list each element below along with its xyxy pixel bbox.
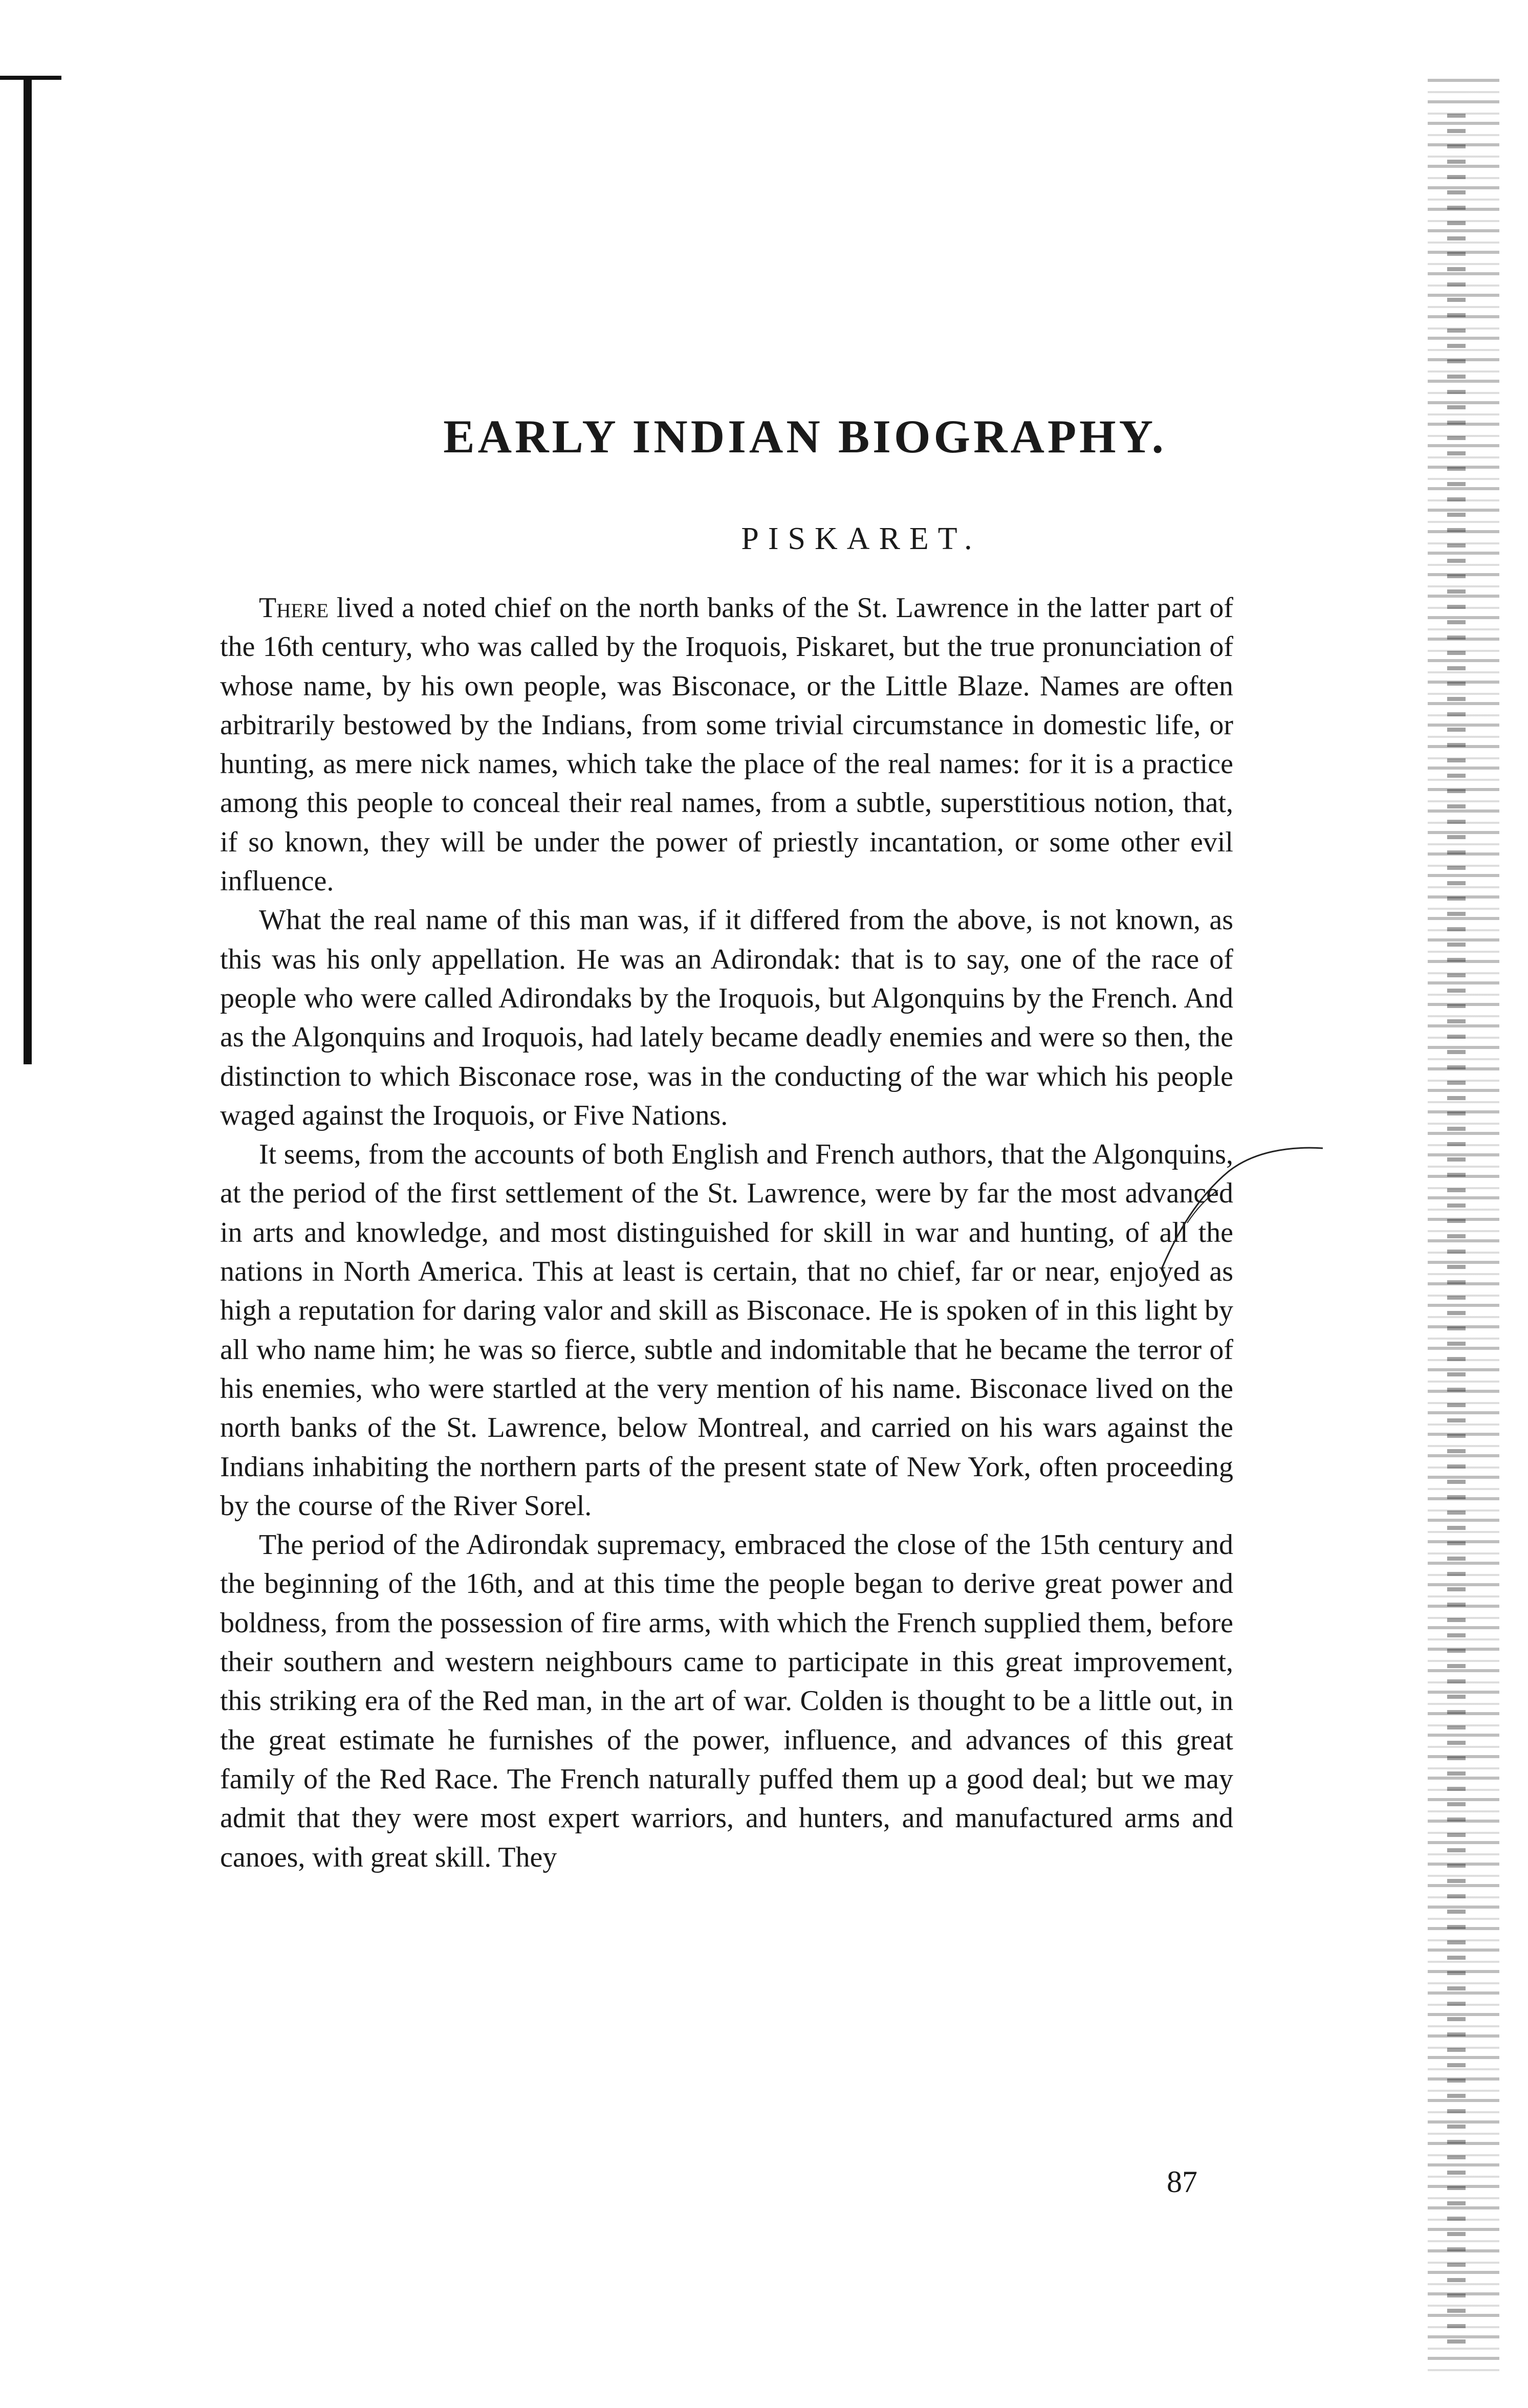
paragraph-lead-word: There [259,592,329,624]
page-number: 87 [1167,2165,1197,2199]
paragraph-text: The period of the Adirondak supremacy, embraced the close of the 15th century and the beginning of the 16th, and at this time the people began to derive great power and boldness, from the possession of fire arms, with which the French supplied them, before their southern and western neighbours came to participate in this great improvement, this striking era of the Red man, in the art of war. Colden is thought to be a little out, in the great estimate he furnishes of the power, influence, and advances of this great family of the Red Race. The French naturally puffed them up a good deal; but we may admit that they were most expert warriors, and hunters, and manufactured arms and canoes, with great skill. They [220,1529,1233,1873]
section-title: PISKARET. [741,521,981,556]
paragraph [220,1135,1233,1525]
paragraph [220,901,1233,1135]
paragraph-text: It seems, from the accounts of both English and French authors, that the Algonquins, at the period of the first settlement of the St. Lawrence, were by far the most advanced in arts and knowledge, and most distinguished for skill in war and hunting, of all the nations in North America. This at least is certain, that no chief, far or near, enjoyed as high a reputation for daring valor and skill as Bisconace. He is spoken of in this light by all who name him; he was so fierce, subtle and indomitable that he became the terror of his enemies, who were startled at the very mention of his name. Bisconace lived on the north banks of the St. Lawrence, below Montreal, and carried on his wars against the Indians inhabiting the northern parts of the present state of New York, often proceeding by the course of the River Sorel. [220,1139,1233,1522]
pen-mark [1156,1141,1325,1274]
binding-rule [24,77,32,1064]
paragraph-text: lived a noted chief on the north banks of the St. Lawrence in the latter part of the 16th century, who was called by the Iroquois, Piskaret, but the true pronunciation of whose name, by his own people, was Bisconace, or the Little Blaze. Names are often arbitrarily bestowed by the Indians, from some trivial circumstance in domestic life, or hunting, as mere nick names, which take the place of the real names: for it is a practice among this people to conceal their real names, from a subtle, superstitious notion, that, if so known, they will be under the power of priestly incantation, or some other evil influence. [220,592,1233,897]
body-text [220,588,1233,1877]
paragraph [220,588,1233,901]
paragraph [220,1525,1233,1877]
paragraph-text: What the real name of this man was, if it differed from the above, is not known, as this was his only appellation. He was an Adirondak: that is to say, one of the race of people who were called Adirondaks by the Iroquois, but Algonquins by the French. And as the Algonquins and Iroquois, had lately became deadly enemies and were so then, the distinction to which Bisconace rose, was in the conducting of the war which his people waged against the Iroquois, or Five Nations. [220,904,1233,1131]
page-title: EARLY INDIAN BIOGRAPHY. [443,410,1167,463]
